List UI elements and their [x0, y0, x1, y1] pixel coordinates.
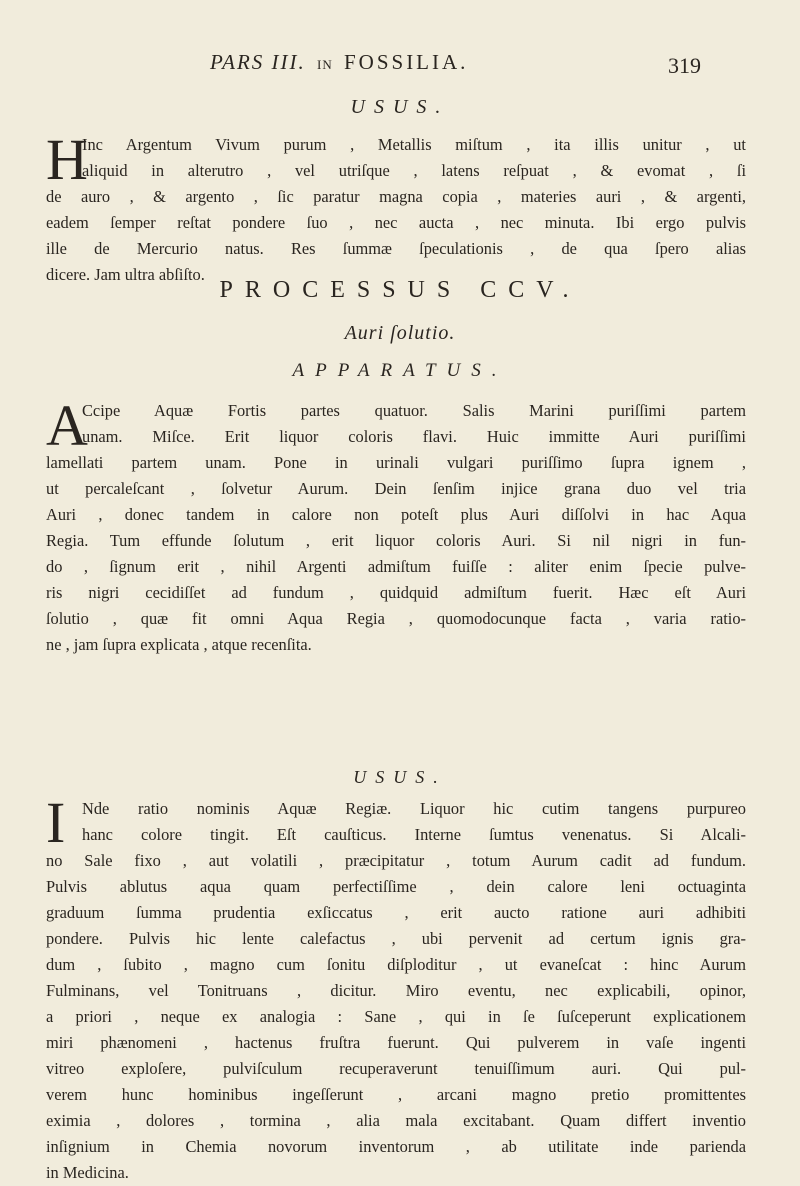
text-line: lamellati partem unam. Pone in urinali vulgari puriſſimo ſupra ignem ,: [46, 453, 746, 472]
text-line: de auro , & argento , ſic paratur magna copia , materies auri , & argenti,: [46, 187, 746, 206]
text-line: aliquid in alterutro , vel utriſque , latens reſpuat , & evomat , ſi: [82, 161, 746, 180]
text-line: Inc Argentum Vivum purum , Metallis miſtum , ita illis unitur , ut: [82, 135, 746, 154]
processus-subtitle: Auri ſolutio.: [344, 322, 456, 344]
text-line: pondere. Pulvis hic lente calefactus , ubi pervenit ad certum ignis gra-: [46, 929, 746, 948]
text-line: vitreo exploſere, pulviſculum recuperaverunt tenuiſſimum auri. Qui pul-: [46, 1059, 746, 1078]
text-line: Auri , donec tandem in calore non poteſt plus Auri diſſolvi in hac Aqua: [46, 505, 746, 524]
header-pars: PARS III.: [210, 50, 306, 74]
drop-cap-3: I: [46, 790, 66, 855]
text-line: no Sale fixo , aut volatili , præcipitatur , totum Aurum cadit ad fundum.: [46, 851, 746, 870]
paragraph-usus-1: [46, 127, 746, 288]
text-line: ille de Mercurio natus. Res ſummæ ſpeculationis , de qua ſpero alias: [46, 239, 746, 258]
text-line: hanc colore tingit. Eſt cauſticus. Interne ſumtus venenatus. Si Alcali-: [82, 825, 746, 844]
text-line: Fulminans, vel Tonitruans , dicitur. Miro eventu, nec explicabili, opinor,: [46, 981, 746, 1000]
header-in: IN: [317, 57, 333, 72]
apparatus-heading: APPARATUS.: [292, 360, 508, 381]
text-line: dum , ſubito , magno cum ſonitu diſploditur , ut evaneſcat : hinc Aurum: [46, 955, 746, 974]
text-line: miri phænomeni , hactenus fruſtra fuerunt. Qui pulverem in vaſe ingenti: [46, 1033, 746, 1052]
text-line: in Medicina.: [46, 1163, 129, 1182]
text-line: Ccipe Aquæ Fortis partes quatuor. Salis Marini puriſſimi partem: [82, 401, 746, 420]
text-line: eximia , dolores , tormina , alia mala excitabant. Quam differt inventio: [46, 1111, 746, 1130]
usus-heading-2: USUS.: [353, 767, 447, 787]
header-fossilia: FOSSILIA.: [343, 50, 469, 74]
text-line: Regia. Tum effunde ſolutum , erit liquor coloris Auri. Si nil nigri in fun-: [46, 531, 746, 550]
text-line: inſignium in Chemia novorum inventorum , ab utilitate inde parienda: [46, 1137, 746, 1156]
text-line: eadem ſemper reſtat pondere ſuo , nec aucta , nec minuta. Ibi ergo pulvis: [46, 213, 746, 232]
text-line: ris nigri cecidiſſet ad fundum , quidquid admiſtum fuerit. Hæc eſt Auri: [46, 583, 746, 602]
running-header: [210, 50, 580, 75]
usus-heading-1: USUS.: [350, 96, 450, 118]
text-line: dicere. Jam ultra abſiſto.: [46, 265, 205, 284]
text-line: Nde ratio nominis Aquæ Regiæ. Liquor hic cutim tangens purpureo: [82, 799, 746, 818]
text-line: verem hunc hominibus ingeſſerunt , arcani magno pretio promittentes: [46, 1085, 746, 1104]
paragraph-apparatus: [46, 393, 746, 658]
text-line: ut percaleſcant , ſolvetur Aurum. Dein ſenſim injice grana duo vel tria: [46, 479, 746, 498]
text-line: ſolutio , quæ fit omni Aqua Regia , quomodocunque facta , varia ratio-: [46, 609, 746, 628]
text-line: graduum ſumma prudentia exſiccatus , erit aucto ratione auri adhibiti: [46, 903, 746, 922]
drop-cap-1: H: [46, 127, 88, 192]
page-number: 319: [668, 53, 701, 78]
drop-cap-2: A: [46, 393, 88, 458]
paragraph-usus-2: [46, 790, 746, 1186]
processus-heading: PROCESSUS CCV.: [219, 277, 581, 303]
text-line: unam. Miſce. Erit liquor coloris flavi. Huic immitte Auri puriſſimi: [82, 427, 746, 446]
text-line: ne , jam ſupra explicata , atque recenſita.: [46, 635, 312, 654]
text-line: do , ſignum erit , nihil Argenti admiſtum fuiſſe : aliter enim ſpecie pulve-: [46, 557, 746, 576]
text-line: Pulvis ablutus aqua quam perfectiſſime , dein calore leni octuaginta: [46, 877, 746, 896]
text-line: a priori , neque ex analogia : Sane , qui in ſe ſuſceperunt explicationem: [46, 1007, 746, 1026]
